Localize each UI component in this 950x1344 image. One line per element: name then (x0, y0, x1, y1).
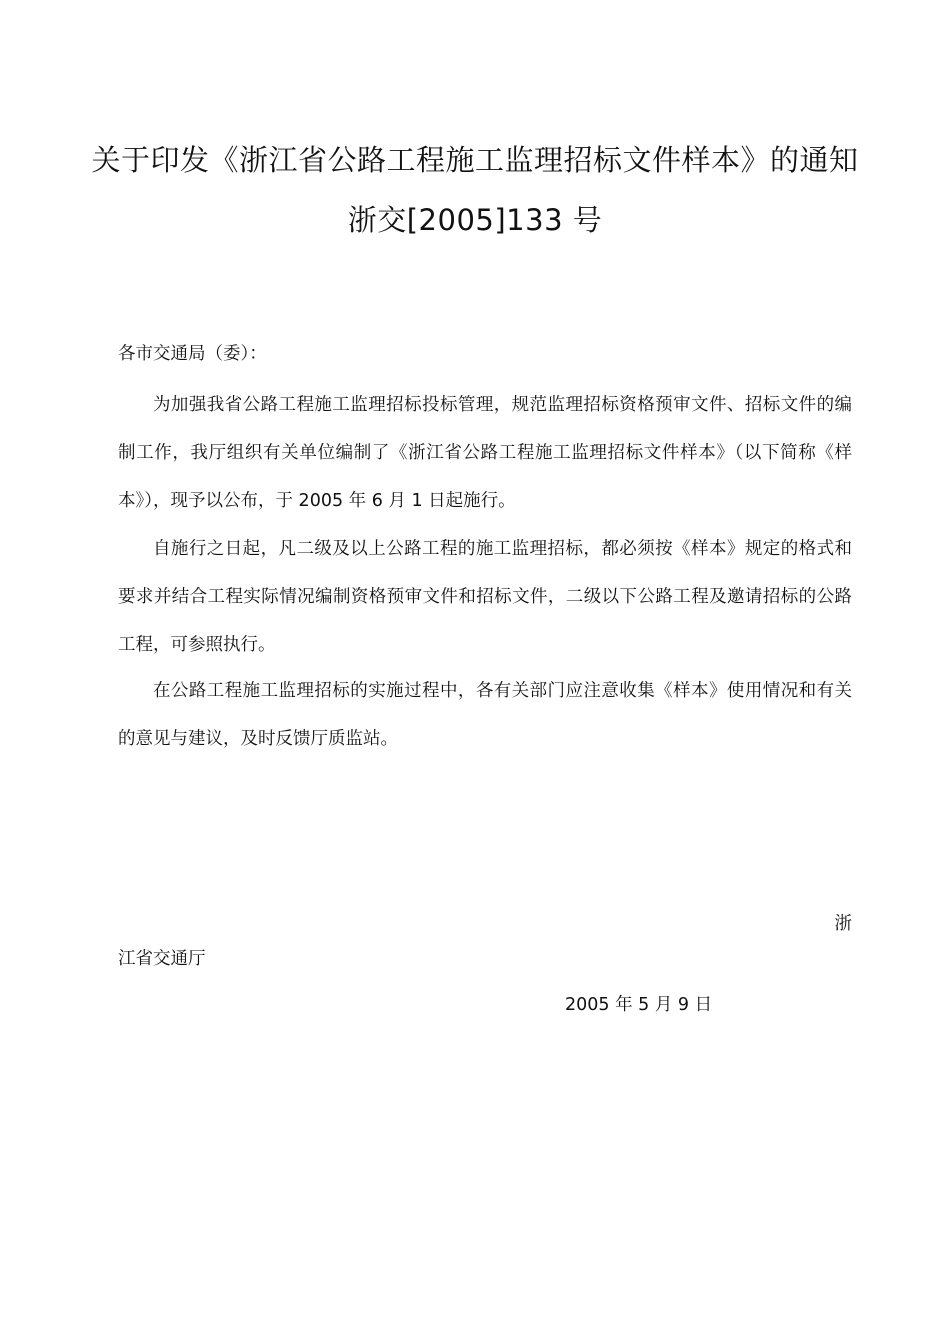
document-number: 浙交[2005]133 号 (347, 203, 603, 237)
signature-first-char: 浙 (834, 914, 852, 934)
signature-issuer: 江省交通厅 (118, 949, 206, 969)
issue-date: 2005 年 5 月 9 日 (565, 995, 713, 1015)
body-paragraph: 自施行之日起，凡二级及以上公路工程的施工监理招标，都必须按《样本》规定的格式和要求并结合工程实际情况编制资格预审文件和招标文件，二级以下公路工程及邀请招标的公路工程，可参照执行。 (118, 539, 852, 655)
body-paragraph: 在公路工程施工监理招标的实施过程中，各有关部门应注意收集《样本》使用情况和有关的意见与建议，及时反馈厅质监站。 (118, 681, 852, 749)
body-paragraph: 为加强我省公路工程施工监理招标投标管理，规范监理招标资格预审文件、招标文件的编制工作，我厅组织有关单位编制了《浙江省公路工程施工监理招标文件样本》（以下简称《样本》），现予以公布，于 2005 年 6 月 1 日起施行。 (118, 395, 852, 511)
document-title: 关于印发《浙江省公路工程施工监理招标文件样本》的通知 (91, 143, 859, 177)
salutation: 各市交通局（委）： (118, 344, 267, 364)
